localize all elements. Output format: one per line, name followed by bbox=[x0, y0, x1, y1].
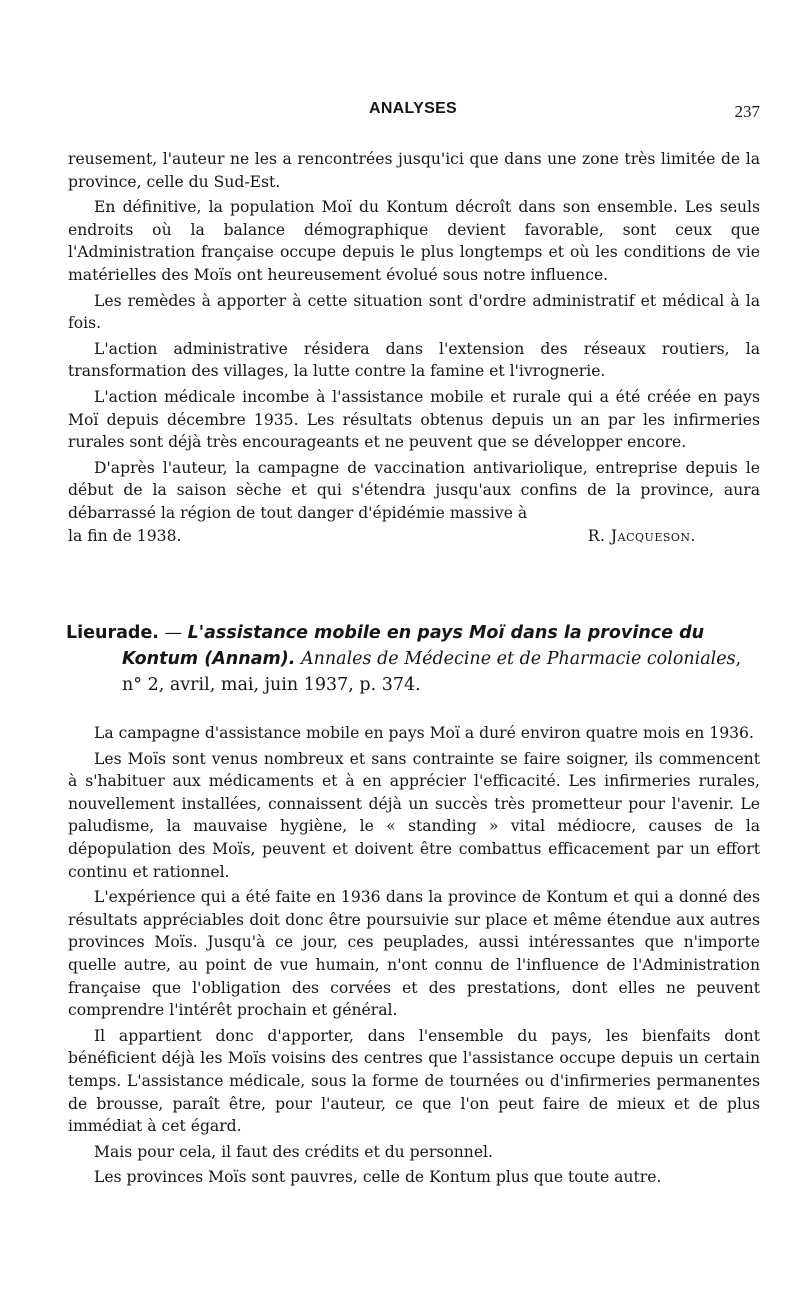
running-title: ANALYSES bbox=[368, 100, 458, 117]
reference-title: L'assistance mobile en pays Moï dans la province du Kontum (Annam). bbox=[122, 623, 705, 669]
reference-journal: Annales de Médecine et de Pharmacie coloniales bbox=[300, 649, 736, 669]
paragraph: En définitive, la population Moï du Kontum décroît dans son ensemble. Les seuls endroits où la balance démographique devient favorable, sont ceux que l'Administration française occupe depuis le plus longtemps et où les conditions de vie matérielles des Moïs ont heureusement évolué sous notre influence. bbox=[68, 198, 760, 284]
paragraph: reusement, l'auteur ne les a rencontrées jusqu'ici que dans une zone très limitée de la province, celle du Sud-Est. bbox=[68, 150, 760, 191]
paragraph: Il appartient donc d'apporter, dans l'ensemble du pays, les bienfaits dont bénéficient déjà les Moïs voisins des centres que l'assistance occupe depuis un certain temps. L'assistance médicale, sous la forme de tournées ou d'infirmeries permanentes de brousse, paraît être, pour l'auteur, ce que l'on peut faire de mieux et de plus immédiat à cet égard. bbox=[68, 1026, 760, 1136]
page-number: 237 bbox=[734, 102, 760, 121]
running-head bbox=[66, 100, 760, 126]
reference-details: , n° 2, avril, mai, juin 1937, p. 374. bbox=[122, 649, 742, 695]
paragraph: Les remèdes à apporter à cette situation sont d'ordre administratif et médical à la fois. bbox=[68, 291, 760, 333]
reviewer-signature: R. Jacqueson. bbox=[587, 526, 696, 545]
paragraph: Les Moïs sont venus nombreux et sans contrainte se faire soigner, ils commencent à s'habituer aux médicaments et à en apprécier l'efficacité. Les infirmeries rurales, nouvellement installées, connaissent déjà un succès très prometteur pour l'avenir. Le paludisme, la mauvaise hygiène, le « standing » vital médiocre, causes de la dépopulation des Moïs, peuvent et doivent être combattus efficacement par un effort continu et rationnel. bbox=[68, 749, 760, 881]
review-continuation bbox=[68, 148, 760, 547]
paragraph: Mais pour cela, il faut des crédits et du personnel. bbox=[94, 1142, 493, 1161]
paragraph: Les provinces Moïs sont pauvres, celle de Kontum plus que toute autre. bbox=[94, 1168, 662, 1187]
paragraph: La campagne d'assistance mobile en pays Moï a duré environ quatre mois en 1936. bbox=[94, 724, 754, 742]
reference-dash: — bbox=[158, 623, 188, 643]
closing-line bbox=[68, 525, 760, 548]
paragraph: D'après l'auteur, la campagne de vaccination antivariolique, entreprise depuis le début de la saison sèche et qui s'étendra jusqu'aux confins de la province, aura débarrassé la région de tout danger d'épidémie massive à bbox=[68, 458, 760, 522]
review-body bbox=[68, 722, 760, 1192]
closing-text: la fin de 1938. bbox=[68, 526, 182, 545]
bibliographic-reference bbox=[66, 620, 760, 698]
reference-author: Lieurade. bbox=[66, 623, 159, 643]
paragraph: L'action médicale incombe à l'assistance mobile et rurale qui a été créée en pays Moï depuis décembre 1935. Les résultats obtenus depuis un an par les infirmeries rurales sont déjà très encourageants et ne peuvent que se développer encore. bbox=[68, 387, 760, 452]
paragraph: L'action administrative résidera dans l'extension des réseaux routiers, la transformation des villages, la lutte contre la famine et l'ivrognerie. bbox=[68, 339, 760, 381]
paragraph: L'expérience qui a été faite en 1936 dans la province de Kontum et qui a donné des résultats appréciables doit donc être poursuivie sur place et même étendue aux autres provinces Moïs. Jusqu'à ce jour, ces peuplades, aussi intéressantes que n'importe quelle autre, au point de vue humain, n'ont connu de l'influence de l'Administration française que l'obligation des corvées et des prestations, dont elles ne peuvent comprendre l'intérêt prochain et général. bbox=[68, 888, 760, 1020]
